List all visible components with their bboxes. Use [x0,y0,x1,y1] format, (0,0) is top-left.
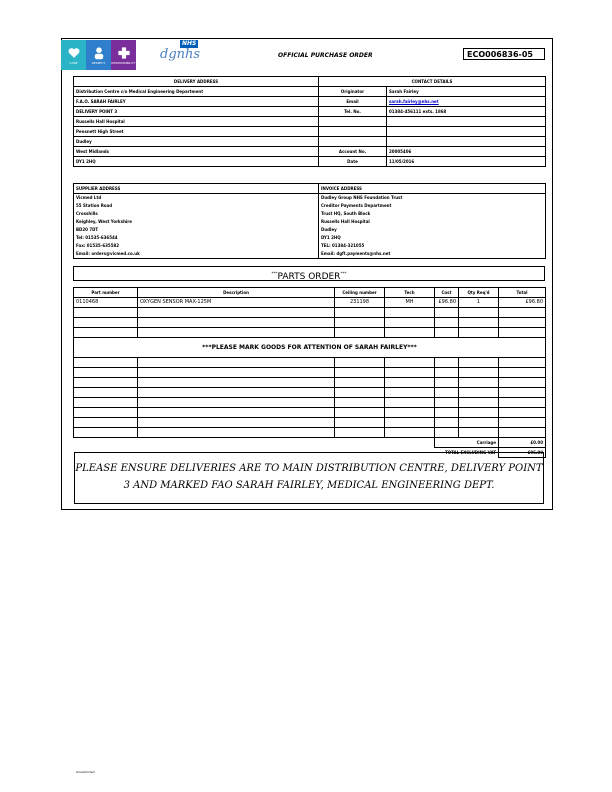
delivery-heading: DELIVERY ADDRESS [74,77,319,87]
supplier-line: Email: orders@vicmed.co.uk [74,250,319,259]
responsibility-caption: RESPONSIBILITY [111,60,136,65]
delivery-instructions: PLEASE ENSURE DELIVERIES ARE TO MAIN DISTRIBUTION CENTRE, DELIVERY POINT 3 AND MARKED FAO SARAH FAIRLEY, MEDICAL ENGINEERING DEPT. [74,452,544,504]
contact-label [319,137,387,147]
invoice-line: Russells Hall Hospital [319,218,546,226]
invoice-line: Dudley [319,226,546,234]
table-row [74,308,546,318]
contact-value: 20005406 [387,147,546,157]
total-label: TOTAL EXCLUDING VAT [444,450,496,456]
parts-stars-right: *** [340,271,347,276]
delivery-line: Russells Hall Hospital [74,117,319,127]
person-icon [92,46,106,60]
contact-heading: CONTACT DETAILS [319,77,546,87]
supplier-line: Tel: 01535-636544 [74,234,319,242]
contact-label [319,117,387,127]
col-ceiling-number: Ceiling number [335,288,385,298]
supplier-line: Fax: 01535-635582 [74,242,319,250]
item-description: OXYGEN SENSOR MAX-125M [138,298,335,308]
item-part: 0110468 [74,298,138,308]
respect-caption: RESPECT [91,60,106,65]
table-row [74,388,546,398]
classification-tag: Unrestricted [76,770,95,774]
delivery-line: F.A.O. SARAH FAIRLEY [74,97,319,107]
values-logos [61,40,136,70]
item-cost: £96.80 [435,298,459,308]
invoice-line: DY1 2HQ [319,234,546,242]
table-row [74,418,546,428]
contact-label: Originator [319,87,387,97]
invoice-line: Email: dgft.payments@nhs.net [319,250,546,259]
supplier-line: Crosshills [74,210,319,218]
invoice-line: Trust HQ, South Block [319,210,546,218]
order-number: ECO006836-05 [463,48,545,60]
supplier-invoice-table [73,183,546,259]
table-row [74,408,546,418]
col-qty: Qty Req'd [459,288,499,298]
table-row [74,428,546,438]
care-caption: CARE [69,60,78,65]
contact-value: Sarah Fairley [387,87,546,97]
contact-value: 01384-456111 exts. 1868 [387,107,546,117]
invoice-heading: INVOICE ADDRESS [319,184,546,194]
contact-label: Date [319,157,387,167]
care-logo [61,40,86,70]
invoice-line: Creditor Payments Department [319,202,546,210]
cross-icon [117,46,131,60]
delivery-line: Dudley [74,137,319,147]
col-part-number: Part number [74,288,138,298]
table-row [74,358,546,368]
heart-icon [67,46,81,60]
col-cost: Cost [435,288,459,298]
attention-note: ***PLEASE MARK GOODS FOR ATTENTION OF SARAH FAIRLEY*** [74,338,546,358]
delivery-contact-table [73,76,546,167]
delivery-line: Distribution Centre c/o Medical Engineering Department [74,87,319,97]
delivery-line: Pensnett High Street [74,127,319,137]
table-row [74,368,546,378]
contact-value [387,127,546,137]
item-qty: 1 [459,298,499,308]
table-row [74,398,546,408]
item-tech: MH [385,298,435,308]
table-row [74,298,546,308]
item-total: £96.80 [499,298,546,308]
contact-label: Email [319,97,387,107]
supplier-line: Vicmed Ltd [74,194,319,203]
supplier-line: BD20 7DT [74,226,319,234]
col-tech: Tech [385,288,435,298]
supplier-heading: SUPPLIER ADDRESS [74,184,319,194]
item-ceiling: 231198 [335,298,385,308]
supplier-line: 55 Station Road [74,202,319,210]
trust-logo: dgnhs [160,47,201,62]
invoice-line: TEL: 01384-321055 [319,242,546,250]
carriage-row [74,438,546,448]
delivery-line: DELIVERY POINT 3 [74,107,319,117]
table-row [74,328,546,338]
contact-value: 11/05/2016 [387,157,546,167]
table-row [74,378,546,388]
contact-value [387,137,546,147]
parts-order-title: PARTS ORDER [277,272,341,282]
contact-label: Tel. No. [319,107,387,117]
carriage-value: £0.00 [499,438,546,448]
contact-label [319,127,387,137]
delivery-line: West Midlands [74,147,319,157]
responsibility-logo [111,40,136,70]
contact-value [387,117,546,127]
parts-order-band [73,266,545,281]
carriage-label: Carriage [435,438,499,448]
respect-logo [86,40,111,70]
delivery-line: DY1 2HQ [74,157,319,167]
table-row [74,318,546,328]
parts-table [73,287,546,458]
document-title: OFFICIAL PURCHASE ORDER [278,52,373,59]
email-link[interactable]: sarah.fairley@nhs.net [387,97,546,107]
nhs-logo: NHS [182,40,197,47]
invoice-line: Dudley Group NHS Foundation Trust [319,194,546,203]
supplier-line: Keighley, West Yorkshire [74,218,319,226]
parts-stars-left: *** [271,271,278,276]
col-description: Description [138,288,335,298]
col-total: Total [499,288,546,298]
contact-label: Account No. [319,147,387,157]
total-value: £96.80 [499,448,546,458]
